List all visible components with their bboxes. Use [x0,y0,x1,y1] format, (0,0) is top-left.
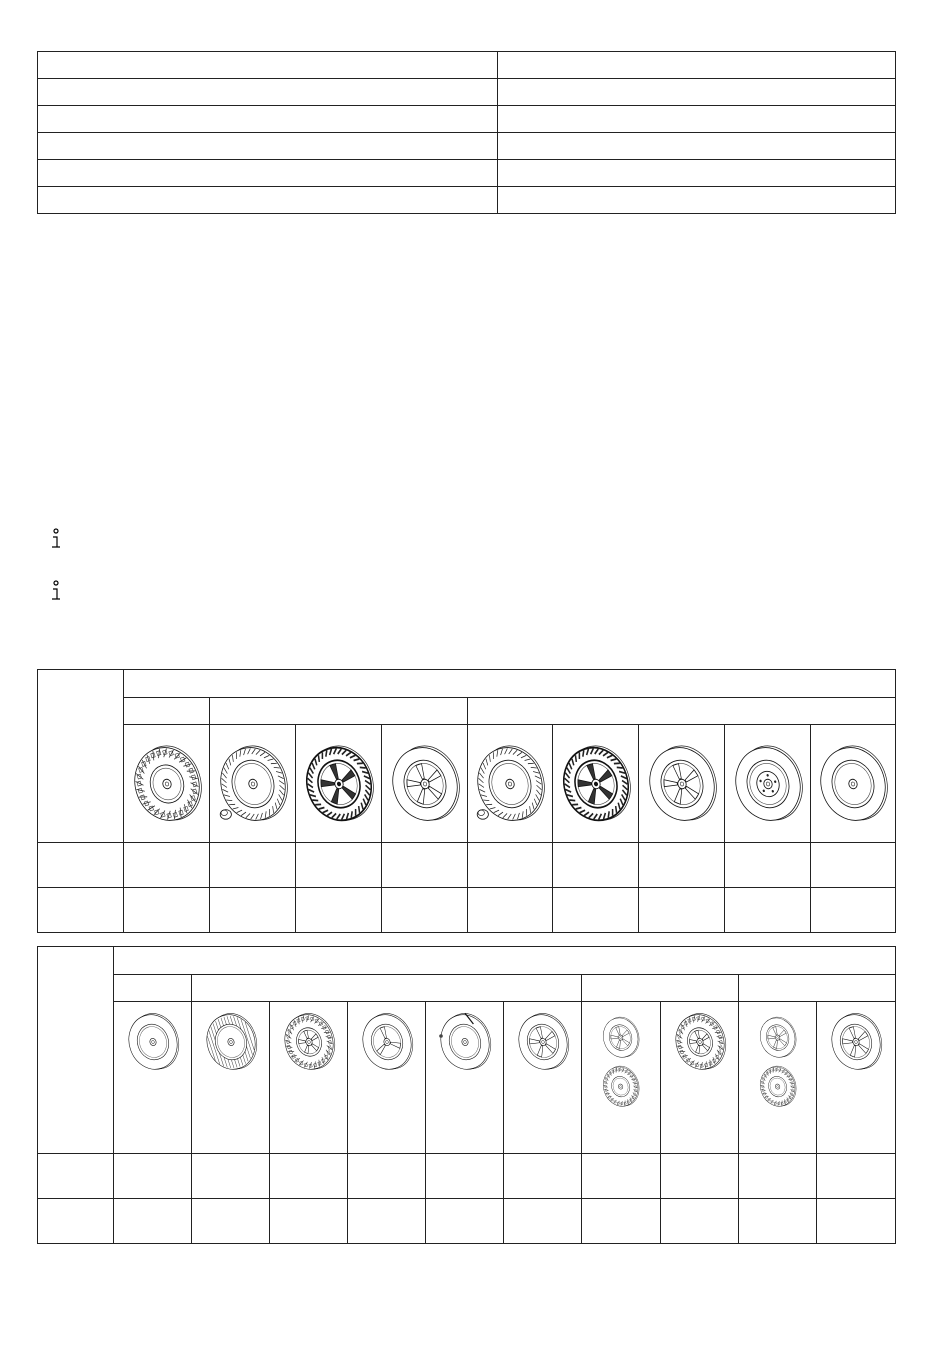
wheel-value-cell [582,1199,661,1244]
caster-pair-wheel-icon [599,1016,642,1059]
wheel-image-cell [468,725,553,843]
wheel-value-cell [270,1199,348,1244]
wheel-value-cell [504,1154,582,1199]
wheel-image-cell [811,725,896,843]
five-spoke-light-wheel-icon [826,1012,886,1072]
wheel-value-cell [639,888,725,933]
wheel-value-cell [210,888,296,933]
wheel-image-cell [114,1002,192,1154]
table-cell [498,79,896,106]
row-label-cell [38,888,124,933]
table-row [38,888,896,933]
wheel-value-cell [739,1154,817,1199]
wheel-image-cell [210,725,296,843]
table-cell [38,160,498,187]
wheel-image-cell [348,1002,426,1154]
table-cell [38,106,498,133]
row-label-cell [38,1154,114,1199]
wheel-image-cell [296,725,382,843]
wheel-value-cell [811,843,896,888]
table-cell [498,133,896,160]
wheel-value-cell [270,1154,348,1199]
wheel-image-cell [739,1002,817,1154]
specification-table [37,51,896,214]
wheel-table-1 [37,669,896,933]
wheel-value-cell [192,1199,270,1244]
table-row [38,52,896,79]
wheel-value-cell [504,1199,582,1244]
table-row [38,843,896,888]
table-row [38,670,896,698]
table-row [38,1154,896,1199]
wheel-image-cell [817,1002,896,1154]
five-spoke-smooth-wheel-icon [642,744,722,824]
wheel-value-cell [725,888,811,933]
wheel-image-cell [124,725,210,843]
wheel-value-cell [553,888,639,933]
wheel-value-cell [426,1154,504,1199]
wheel-value-cell [468,843,553,888]
wheel-value-cell [661,1199,739,1244]
group-header-cell [739,975,896,1002]
row-label-cell [38,947,114,1154]
row-label-cell [38,1199,114,1244]
knobby-caster-pair-wheel-icon [756,1065,799,1108]
wheel-value-cell [192,1154,270,1199]
table-row [38,725,896,843]
wheel-value-cell [725,843,811,888]
wheel-value-cell [210,843,296,888]
ribbed-caster-wheel-icon [201,1012,261,1072]
table-cell [498,187,896,214]
wheel-value-cell [739,1199,817,1244]
five-spoke-dark-treaded-wheel-icon [299,744,379,824]
table-row [38,975,896,1002]
small-caster-wheel-icon [123,1012,183,1072]
wheel-value-cell [582,1154,661,1199]
wheel-image-cell [270,1002,348,1154]
knobby-tyre-wheel-icon [127,744,207,824]
wheel-image-cell [582,1002,661,1154]
table-cell [498,106,896,133]
group-header-cell [114,947,896,975]
table-row [38,133,896,160]
wheel-image-cell [426,1002,504,1154]
knobby-five-spoke-wheel-icon [670,1012,730,1072]
knobby-five-spoke-wheel-icon [279,1012,339,1072]
treaded-wheel-with-cap-icon [213,744,293,824]
group-header-cell [192,975,582,1002]
table-row [38,1199,896,1244]
knobby-caster-pair-wheel-icon [756,1016,799,1059]
table-cell [498,160,896,187]
wheel-image-cell [192,1002,270,1154]
wheel-value-cell [661,1154,739,1199]
wheel-value-cell [468,888,553,933]
row-label-cell [38,670,124,843]
wheel-value-cell [426,1199,504,1244]
wheel-value-cell [553,843,639,888]
wheel-value-cell [348,1154,426,1199]
table-cell [498,52,896,79]
table-row [38,698,896,725]
group-header-cell [468,698,896,725]
treaded-wheel-with-cap-icon [470,744,550,824]
wheel-value-cell [124,843,210,888]
wheel-value-cell [296,843,382,888]
table-cell [38,187,498,214]
wheel-with-axle-bolt-icon [435,1012,495,1072]
wheel-value-cell [296,888,382,933]
table-row [38,187,896,214]
info-icon [49,528,65,550]
table-row [38,160,896,187]
five-spoke-dark-treaded-wheel-icon [556,744,636,824]
wheel-image-cell [553,725,639,843]
table-row [38,1002,896,1154]
wheel-image-cell [504,1002,582,1154]
table-cell [38,79,498,106]
wheel-value-cell [348,1199,426,1244]
table-cell [38,52,498,79]
group-header-cell [210,698,468,725]
wheel-value-cell [114,1199,192,1244]
group-header-cell [124,698,210,725]
group-header-cell [124,670,896,698]
wheel-image-cell [639,725,725,843]
wheel-value-cell [817,1154,896,1199]
table-row [38,947,896,975]
wheel-value-cell [382,888,468,933]
row-label-cell [38,843,124,888]
wheel-value-cell [639,843,725,888]
large-smooth-wheel-icon [813,744,893,824]
table-cell [38,133,498,160]
table-row [38,79,896,106]
wheel-value-cell [114,1154,192,1199]
three-spoke-smooth-wheel-icon [357,1012,417,1072]
wheel-table-2 [37,946,896,1244]
five-spoke-light-wheel-icon [513,1012,573,1072]
wheel-value-cell [811,888,896,933]
group-header-cell [582,975,739,1002]
wheel-image-cell [725,725,811,843]
wheel-value-cell [382,843,468,888]
hub-drum-wheel-icon [728,744,808,824]
wheel-image-cell [382,725,468,843]
wheel-image-cell [661,1002,739,1154]
five-spoke-light-wheel-icon [385,744,465,824]
info-icon [49,580,65,602]
caster-pair-wheel-icon [599,1065,642,1108]
table-row [38,106,896,133]
wheel-value-cell [817,1199,896,1244]
group-header-cell [114,975,192,1002]
wheel-value-cell [124,888,210,933]
